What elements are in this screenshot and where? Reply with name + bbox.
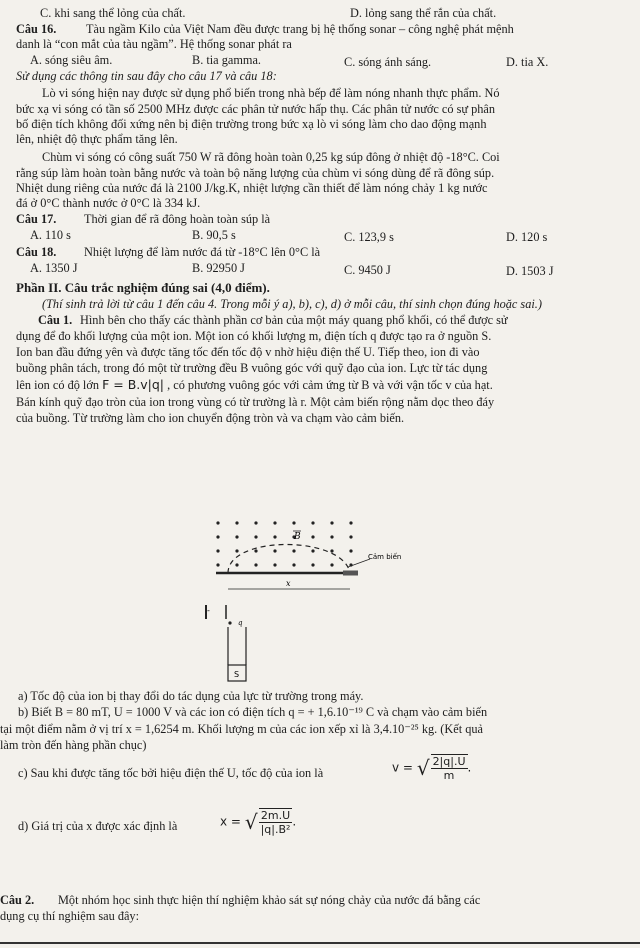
text-line: Tàu ngầm Kilo của Việt Nam đều được trang bị hệ thống sonar – công nghệ phát mệnh — [86, 22, 514, 36]
field-dot — [349, 521, 352, 524]
sensor-label: Cảm biến — [368, 553, 402, 561]
position-formula: x = √ $\frac{2m.U}{\text{|q|.B²}}$ . — [220, 809, 297, 836]
text-line: A. 110 s — [30, 228, 71, 242]
field-dot — [330, 521, 333, 524]
x-dimension-label: x — [286, 579, 291, 588]
field-dot — [235, 535, 238, 538]
text-line: D. 120 s — [506, 230, 548, 244]
field-dot — [311, 521, 314, 524]
text-line: Một nhóm học sinh thực hiện thí nghiệm khảo sát sự nóng chảy của nước đá bằng các — [58, 893, 481, 907]
velocity-denominator: m — [443, 769, 455, 782]
text-line: Chùm vi sóng có công suất 750 W rã đông hoàn toàn 0,25 kg súp đông ở nhiệt độ -18°C. Coi — [42, 150, 500, 164]
part-2-heading: Phần II. Câu trắc nghiệm đúng sai (4,0 điểm). — [16, 280, 270, 295]
text-line: D. 1503 J — [506, 264, 554, 278]
velocity-numerator: 2|q|.U — [432, 755, 466, 768]
text-line: Thời gian để rã đông hoàn toàn súp là — [84, 212, 271, 226]
text-line: C. 9450 J — [344, 263, 391, 277]
field-dot — [254, 549, 257, 552]
field-dot — [254, 535, 257, 538]
question-18-label: Câu 18. — [16, 245, 57, 259]
force-formula: F = B.v|q| — [102, 377, 165, 392]
text-line: rằng súp làm hoàn toàn bằng nước và toàn bộ năng lượng của chùm vi sóng dùng để rã đông súp. — [16, 166, 495, 180]
field-dot — [311, 563, 314, 566]
text-line: C. khi sang thể lỏng của chất. — [40, 6, 186, 20]
field-dot — [273, 521, 276, 524]
bottom-rule — [0, 942, 640, 944]
text-line: B. 92950 J — [192, 261, 245, 275]
mass-spectrometer-figure — [198, 515, 438, 685]
position-formula-lhs: x = — [220, 814, 241, 829]
text-line: dụng để đo khối lượng của một ion. Một ion có khối lượng m, điện tích q được tạo ra ở nguồn S. — [16, 329, 492, 343]
text-line: D. tia X. — [506, 55, 549, 69]
field-dot — [273, 549, 276, 552]
question-1-label: Câu 1. — [38, 313, 73, 327]
question-2-label: Câu 2. — [0, 893, 35, 907]
text-line: lên, nhiệt độ thực phẩm tăng lên. — [16, 132, 178, 146]
position-numerator: 2m.U — [259, 809, 293, 823]
text-line: A. 1350 J — [30, 261, 78, 275]
force-line-post: , có phương vuông góc với cảm ứng từ B và với vận tốc v của hạt. — [167, 378, 493, 392]
field-dot — [273, 563, 276, 566]
field-dot — [235, 549, 238, 552]
field-dot — [349, 549, 352, 552]
text-line: tại một điểm nằm ở vị trí x = 1,6254 m. Khối lượng m của các ion xếp xỉ là 3,4.10⁻²⁵ kg. (Kết quả — [0, 722, 483, 736]
text-line: buồng phân tách, trong đó một từ trường đều B vuông góc với quỹ đạo của ion. Lực từ tác dụng — [16, 361, 488, 375]
question-17-label: Câu 17. — [16, 212, 57, 226]
text-line: d) Giá trị của x được xác định là — [18, 819, 178, 833]
plate-minus: - — [207, 606, 210, 615]
text-line: D. lỏng sang thể rắn của chất. — [350, 6, 497, 20]
position-denominator: |q|.B² — [260, 823, 291, 836]
field-dot — [254, 521, 257, 524]
text-line: Ion ban đầu đứng yên và được tăng tốc đến tốc độ v nhờ hiệu điện thế U. Tiếp theo, ion đi vào — [16, 345, 480, 359]
field-dot — [330, 549, 333, 552]
text-line: Sử dụng các thông tin sau đây cho câu 17 và câu 18: — [16, 69, 277, 83]
ion-charge-label: q — [238, 619, 243, 627]
text-line: B. 90,5 s — [192, 228, 236, 242]
velocity-formula-lhs: v = — [392, 760, 413, 775]
question-16-label: Câu 16. — [16, 22, 57, 36]
text-line: bố điện tích không đối xứng nên bị điện trường trong bức xạ lò vi sóng làm cho dao động mạnh — [16, 117, 487, 131]
field-dot — [273, 535, 276, 538]
text-line: danh là “con mắt của tàu ngầm”. Hệ thống sonar phát ra — [16, 37, 292, 51]
field-dot — [216, 521, 219, 524]
text-line: (Thí sinh trả lời từ câu 1 đến câu 4. Trong mỗi ý a), b), c), d) ở mỗi câu, thí sinh chọn đúng hoặc sai.) — [42, 297, 542, 311]
field-dot — [216, 563, 219, 566]
field-dot — [292, 549, 295, 552]
velocity-formula: v = √ $\frac{2|q|.U}{m}$ . — [392, 755, 472, 782]
text-line: a) Tốc độ của ion bị thay đổi do tác dụng của lực từ trường trong máy. — [18, 689, 364, 703]
field-dot — [216, 535, 219, 538]
field-dot — [311, 549, 314, 552]
text-line: c) Sau khi được tăng tốc bởi hiệu điện thế U, tốc độ của ion là — [18, 766, 324, 780]
field-dot — [216, 549, 219, 552]
force-line-pre: lên ion có độ lớn — [16, 378, 100, 392]
text-line: C. sóng ánh sáng. — [344, 55, 432, 69]
text-line: Hình bên cho thấy các thành phần cơ bản của một máy quang phổ khối, có thể được sử — [80, 313, 508, 327]
text-line: dụng cụ thí nghiệm sau đây: — [0, 909, 140, 923]
source-label: S — [234, 670, 240, 679]
field-dot — [292, 521, 295, 524]
text-line: Lò vi sóng hiện nay được sử dụng phổ biến trong nhà bếp để làm nóng nhanh thực phẩm. Nó — [42, 86, 500, 100]
text-line: đá ở 0°C thành nước ở 0°C là 334 kJ. — [16, 196, 201, 210]
text-line: của buồng. Từ trường làm cho ion chuyển động tròn và va chạm vào cảm biến. — [16, 411, 405, 425]
field-dot — [349, 535, 352, 538]
text-line: B. tia gamma. — [192, 53, 261, 67]
text-line: Bán kính quỹ đạo tròn của ion trong vùng có từ trường là r. Một cảm biến rộng nằm dọc theo đáy — [16, 395, 495, 409]
field-dot — [292, 563, 295, 566]
statement-b-line: b) Biết B = 80 mT, U = 1000 V và các ion có điện tích q = + 1,6.10⁻¹⁹ C và chạm vào cảm biến — [18, 705, 488, 719]
field-dot — [330, 535, 333, 538]
field-dot — [330, 563, 333, 566]
text-line: làm tròn đến hàng phần chục) — [0, 738, 147, 752]
field-dot — [235, 563, 238, 566]
field-dot — [311, 535, 314, 538]
text-line: Nhiệt dung riêng của nước đá là 2100 J/kg.K, nhiệt lượng cần thiết để làm nóng chảy 1 kg nước — [16, 181, 488, 195]
force-line — [16, 377, 493, 393]
field-label: B — [294, 532, 301, 542]
field-dot — [254, 563, 257, 566]
field-dot — [235, 521, 238, 524]
ion-dot — [228, 621, 231, 624]
text-line: C. 123,9 s — [344, 230, 394, 244]
figure-background — [198, 515, 438, 685]
text-line: A. sóng siêu âm. — [30, 53, 113, 67]
text-line: Nhiệt lượng để làm nước đá từ -18°C lên 0°C là — [84, 245, 321, 259]
text-line: bức xạ vi sóng có tần số 2500 MHz được các phân tử nước hấp thụ. Các phân tử nước có sự phân — [16, 102, 496, 116]
